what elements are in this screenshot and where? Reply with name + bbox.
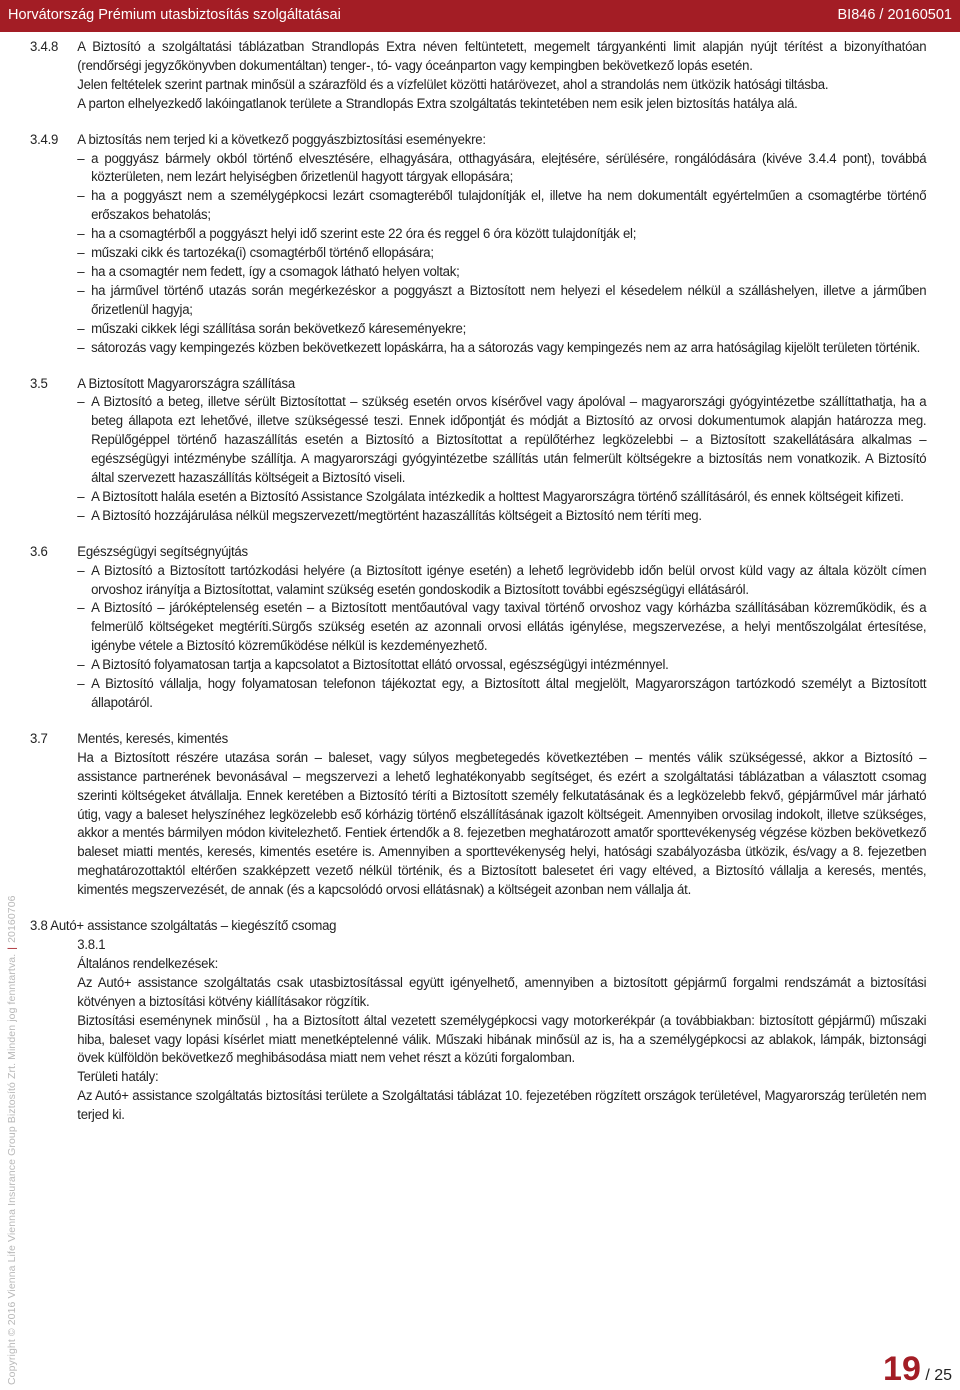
- section-title: A biztosítás nem terjed ki a következő poggyászbiztosítási eseményekre:: [77, 131, 486, 147]
- section-3-5: [30, 375, 926, 526]
- list-item: – ha a csomagtér nem fedett, így a csomagok látható helyen voltak;: [77, 263, 926, 282]
- section-number: 3.4.8: [30, 39, 59, 54]
- section-title: Egészségügyi segítségnyújtás: [77, 543, 248, 559]
- section-3-8: [30, 917, 926, 1125]
- paragraph: Biztosítási eseménynek minősül , ha a Biztosított által vezetett személygépkocsi vagy motorkerékpár (a továbbiakban: biztosított gépjármű) műszaki hiba, baleset vagy lopási kísérlet miatt menetképtelenné válik. Műszaki hibának minősül az is, ha a személygépkocsi az ablakok, lámpák, biztonsági övek külföldön bekövetkező meghibásodása miatt nem vehet részt a közúti forgalomban.: [77, 1012, 927, 1066]
- header-bar: [0, 0, 960, 32]
- section-number: 3.8.1: [77, 936, 106, 952]
- list-item: – A Biztosító folyamatosan tartja a kapcsolatot a Biztosítottat ellátó orvossal, egészségügyi intézménnyel.: [77, 656, 926, 675]
- paragraph: A parton elhelyezkedő lakóingatlanok területe a Strandlopás Extra szolgáltatás tekintetében nem esik jelen biztosítás hatálya alá.: [77, 95, 798, 111]
- exclusion-list: [77, 150, 926, 358]
- section-number: 3.4.9: [30, 131, 59, 147]
- list-item: – műszaki cikkek légi szállítása során bekövetkező káreseményekre;: [77, 320, 926, 339]
- section-number: 3.5: [30, 375, 48, 391]
- document-title: Horvátország Prémium utasbiztosítás szolgáltatásai: [8, 7, 341, 23]
- total-pages: / 25: [925, 1367, 952, 1384]
- print-code: 20160706: [6, 895, 18, 943]
- paragraph: Ha a Biztosított részére utazása során – baleset, vagy súlyos megbetegedés következtében – mentés válik szükségessé, akkor a Biztosító – assistance partnerének bevonásával – megszervezi a lehető leghatékonyabb segítséget, és ezért a szolgáltatási táblázatban a választott csomag szerinti költségeket átvállalja. Ennek keretében a Biztosító téríti a Biztosított személy felkutatásának és a legközelebb fekvő, gépjárművel már járható útig, vagy a baleset helyszínéhez legközelebb eső kórházig történő elszállításának igazolt költségeit. Amennyiben orvosilag indokolt, illetve szükséges, akkor a mentés bármilyen módon kivitelezhető. Fentiek értendők a 8. fejezetben meghatározott amatőr sporttevékenység végzése közben bekövetkező baleset miatti mentés, keresés, kimentés esetére is. Amennyiben a sporttevékenység helyi, hatósági szabályozásba ütközik, és/vagy a 8. fejezetben meghatározottaktól eltérően szakképzett vezető nélkül történik, és a Biztosított balesetet éri vagy eltéved, a Biztosító vállalja a keresés, mentés, kimentés megszervezését, de annak (és a kapcsolódó orvosi ellátásnak) a költségeit azonban nem vállalja át.: [77, 749, 927, 898]
- list-item: – A Biztosító – járóképtelenség esetén – a Biztosított mentőautóval vagy taxival történő orvoshoz vagy kórházba szállításában közreműködik, és a felmerülő költségeket megtéríti.Sürgős szükség esetén az azonnali orvosi ellátás igénylése, megszervezése, a helyi mentőszolgálat értesítése, igénybe vétele a Biztosító közreműködése nélkül is kezdeményezhető.: [77, 599, 926, 656]
- section-3-6: [30, 543, 926, 713]
- list-item: – ha a csomagtérből a poggyászt helyi idő szerint este 22 óra és reggel 6 óra között tulajdonítják el;: [77, 225, 926, 244]
- page-number: [883, 1350, 952, 1389]
- current-page: 19: [883, 1350, 921, 1388]
- document-code: BI846 / 20160501: [837, 7, 952, 23]
- section-3-4-8: [30, 38, 926, 114]
- list-item: – A Biztosító a Biztosított tartózkodási helyére (a Biztosított igénye esetén) a lehető legrövidebb időn belül orvost küld vagy az általa közölt címen orvoshoz irányítja a Biztosítottat, valamint szükség esetén gondoskodik a Biztosított további egészségügyi ellátásáról.: [77, 562, 926, 600]
- list-item: – műszaki cikk és tartozéka(i) csomagtérből történő ellopására;: [77, 244, 926, 263]
- repatriation-list: [77, 393, 926, 525]
- list-item: – A Biztosító vállalja, hogy folyamatosan telefonon tájékoztat egy, a Biztosított által megjelölt, Magyarországon tartózkodó személyt a Biztosított állapotáról.: [77, 675, 926, 713]
- section-3-7: [30, 730, 926, 900]
- section-3-4-9: [30, 131, 926, 358]
- paragraph: A Biztosító a szolgáltatási táblázatban Strandlopás Extra néven feltüntetett, megemelt tárgyankénti limit alapján nyújt térítést a bizonyíthatóan (rendőrségi jegyzőkönyvben dokumentáltan) tenger-, tó- vagy óceánparton vagy kempingben bekövetkező lopás esetén.: [77, 39, 927, 73]
- list-item: – ha járművel történő utazás során megérkezéskor a poggyászt a Biztosított nem helyezi el késedelem nélkül a szálláshelyen, illetve a járműben őrizetlenül hagyja;: [77, 282, 926, 320]
- list-item: – A Biztosított halála esetén a Biztosító Assistance Szolgálata intézkedik a holttest Magyarországra történő szállításáról, és ennek költségeit kifizeti.: [77, 488, 926, 507]
- paragraph: Az Autó+ assistance szolgáltatás csak utasbiztosítással együtt igényelhető, amennyiben a biztosított gépjármű forgalmi rendszámát a biztosítási kötvényen a biztosítási kötvény kiállításakor rögzítik.: [77, 974, 927, 1009]
- section-title: 3.8 Autó+ assistance szolgáltatás – kiegészítő csomag: [30, 918, 337, 934]
- document-body: [30, 38, 926, 1125]
- list-item: – ha a poggyászt nem a személygépkocsi lezárt csomagteréből tulajdonítják el, illetve ha nem dokumentált egyértelműen a csomagtérbe történő erőszakos behatolás;: [77, 187, 926, 225]
- paragraph: Az Autó+ assistance szolgáltatás biztosítási területe a Szolgáltatási táblázat 10. fejezetében rögzített országok területével, Magyarország területén nem terjed ki.: [77, 1088, 927, 1123]
- list-item: – A Biztosító a beteg, illetve sérült Biztosítottat – szükség esetén orvos kísérővel vagy ápolóval – magyarországi gyógyintézetbe szállíttathatja, ha a beteg állapota ezt lehetővé, illetve szükségessé teszi. Ennek időpontját és módját a Biztosító az orvosi dokumentumok alapján határozza meg. Repülőgéppel történő hazaszállítás esetén a Biztosító a Biztosítottat a repülőtérhez legközelebbi – a Biztosított szakellátására alkalmas – egészségügyi intézménybe szállítja. A magyarországi gyógyintézetbe szállítás után felmerült költségekre a biztosítás nem vonatkozik. A Biztosító által szervezett hazaszállítás költségeit a Biztosító viseli.: [77, 393, 926, 488]
- copyright-notice: [6, 845, 20, 1385]
- medical-assistance-list: [77, 562, 926, 713]
- separator: |: [6, 946, 18, 950]
- section-title: Mentés, keresés, kimentés: [77, 730, 229, 746]
- paragraph: Jelen feltételek szerint partnak minősül a szárazföld és a vízfelület közötti határövezet, ahol a strandolás nem ütközik hatósági tiltásba.: [77, 76, 829, 92]
- list-item: – a poggyász bármely okból történő elvesztésére, elhagyására, otthagyására, elejtésére, sérülésére, rongálódására (kivéve 3.4.4 pont), továbbá közterületen, nem lezárt helyiségben őrizetlenül hagyott tárgyak ellopására;: [77, 150, 926, 188]
- section-number: 3.7: [30, 730, 48, 746]
- section-number: 3.6: [30, 543, 48, 559]
- section-title: Általános rendelkezések:: [77, 955, 219, 971]
- list-item: – sátorozás vagy kempingezés közben bekövetkezett lopáskárra, ha a sátorozás vagy kempingezés nem az arra hatóságilag kijelölt területen történik.: [77, 339, 926, 358]
- copyright-text: Copyright © 2016 Vienna Life Vienna Insurance Group Biztosító Zrt. Minden jog fenntartva.: [6, 953, 18, 1385]
- section-title: A Biztosított Magyarországra szállítása: [77, 375, 295, 391]
- paragraph: Területi hatály:: [77, 1069, 159, 1085]
- list-item: – A Biztosító hozzájárulása nélkül megszervezett/megtörtént hazaszállítás költségeit a Biztosító nem téríti meg.: [77, 507, 926, 526]
- subsection-3-8-1: [30, 936, 926, 1125]
